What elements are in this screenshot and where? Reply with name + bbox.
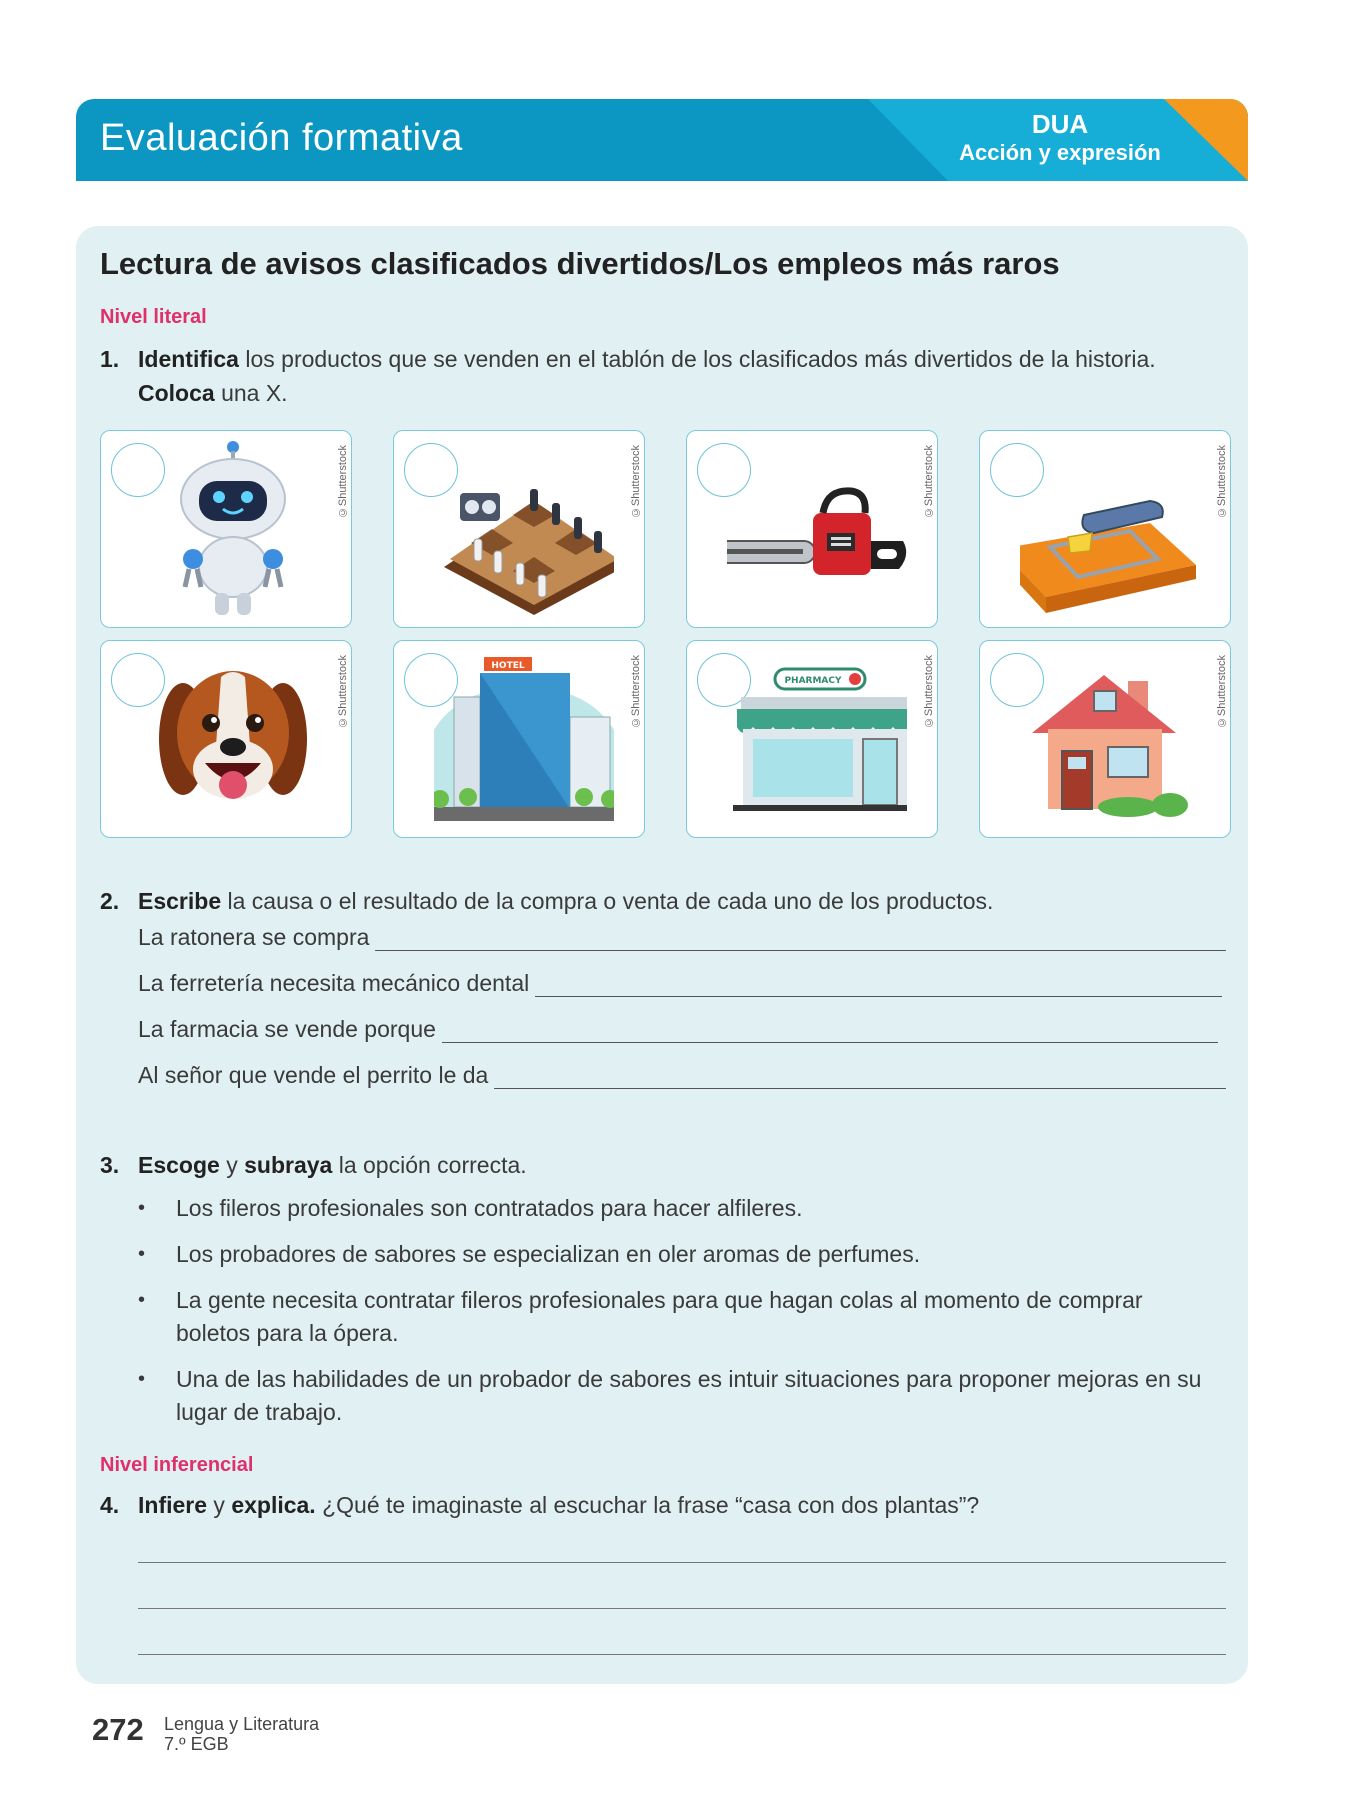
grade-label: 7.º EGB [164, 1734, 229, 1754]
dog-icon [141, 647, 321, 833]
instruction-verb: subraya [244, 1152, 333, 1178]
evaluation-card [76, 226, 1248, 1684]
section-title: Lectura de avisos clasificados divertidos/Los empleos más raros [100, 246, 1060, 281]
image-credit: ©Shutterstock [1216, 445, 1228, 519]
instruction-verb: Identifica [138, 346, 239, 372]
robot-icon [141, 437, 321, 623]
image-credit: ©Shutterstock [337, 445, 349, 519]
product-tile-robot [100, 430, 352, 628]
option-item[interactable]: • Los probadores de sabores se especializan en oler aromas de perfumes. [138, 1238, 1218, 1271]
connector-text: y [219, 1152, 245, 1178]
page-number: 272 [92, 1712, 144, 1747]
answer-blank[interactable] [535, 972, 1222, 997]
answer-blank[interactable] [375, 926, 1226, 951]
instruction-verb: Escribe [138, 888, 222, 914]
option-item[interactable]: • Una de las habilidades de un probador de sabores es intuir situaciones para proponer mejoras en su lugar de trabajo. [138, 1363, 1218, 1429]
product-tile-chess [393, 430, 645, 628]
question-4 [100, 1488, 1220, 1522]
fill-in-prompt: Al señor que vende el perrito le da [138, 1062, 489, 1088]
level-inferencial-label: Nivel inferencial [100, 1454, 254, 1476]
dua-subtitle: Acción y expresión [959, 140, 1161, 165]
instruction-text: los productos que se venden en el tablón de los clasificados más divertidos de la historia. [238, 346, 1156, 372]
options-list [138, 1192, 1218, 1429]
question-number: 2. [100, 888, 120, 914]
hotel-sign: HOTEL [491, 661, 525, 671]
hotel-icon [434, 647, 614, 833]
question-number: 3. [100, 1152, 120, 1178]
image-credit: ©Shutterstock [630, 445, 642, 519]
answer-line[interactable] [138, 1608, 1226, 1609]
image-credit: ©Shutterstock [923, 445, 935, 519]
instruction-verb: Infiere [138, 1492, 208, 1518]
product-tile-mousetrap [979, 430, 1231, 628]
answer-blank[interactable] [442, 1018, 1218, 1043]
fill-in-line [138, 1062, 1226, 1089]
fill-in-prompt: La ratonera se compra [138, 924, 370, 950]
house-icon [1020, 647, 1200, 833]
option-item[interactable]: • Los fileros profesionales son contratados para hacer alfileres. [138, 1192, 1218, 1225]
instruction-text: una X. [214, 380, 288, 406]
fill-in-line [138, 924, 1226, 951]
question-number: 1. [100, 346, 120, 372]
connector-text: y [207, 1492, 232, 1518]
product-tile-dog [100, 640, 352, 838]
instruction-verb: Escoge [138, 1152, 220, 1178]
answer-blank[interactable] [494, 1064, 1226, 1089]
option-item[interactable]: • La gente necesita contratar fileros profesionales para que hagan colas al momento de comprar boletos para la ópera. [138, 1284, 1218, 1350]
question-3 [100, 1148, 1220, 1182]
question-number: 4. [100, 1492, 120, 1518]
answer-line[interactable] [138, 1654, 1226, 1655]
page-title: Evaluación formativa [100, 117, 463, 159]
product-tile-chainsaw [686, 430, 938, 628]
instruction-text: la opción correcta. [332, 1152, 527, 1178]
image-credit: ©Shutterstock [1216, 655, 1228, 729]
product-tile-pharmacy [686, 640, 938, 838]
fill-in-prompt: La farmacia se vende porque [138, 1016, 436, 1042]
image-credit: ©Shutterstock [923, 655, 935, 729]
pharmacy-icon [727, 647, 907, 833]
level-literal-label: Nivel literal [100, 306, 207, 328]
image-credit: ©Shutterstock [630, 655, 642, 729]
fill-in-line [138, 970, 1222, 997]
fill-in-line [138, 1016, 1218, 1043]
fill-in-prompt: La ferretería necesita mecánico dental [138, 970, 530, 996]
image-credit: ©Shutterstock [337, 655, 349, 729]
instruction-text: la causa o el resultado de la compra o venta de cada uno de los productos. [221, 888, 994, 914]
chainsaw-icon [727, 437, 907, 623]
product-tile-hotel [393, 640, 645, 838]
question-1 [100, 342, 1220, 410]
question-2 [100, 884, 1220, 918]
dua-label: DUA [1031, 109, 1089, 139]
subject-name: Lengua y Literatura [164, 1714, 320, 1734]
instruction-verb: Coloca [138, 380, 215, 406]
answer-line[interactable] [138, 1562, 1226, 1563]
instruction-verb: explica. [231, 1492, 316, 1518]
product-tile-house [979, 640, 1231, 838]
header-banner [76, 99, 1248, 181]
instruction-text: ¿Qué te imaginaste al escuchar la frase “casa con dos plantas”? [315, 1492, 980, 1518]
pharmacy-sign: PHARMACY [784, 676, 842, 686]
mousetrap-icon [1020, 437, 1200, 623]
chess-board-icon [434, 437, 614, 623]
dua-badge [940, 109, 1180, 167]
